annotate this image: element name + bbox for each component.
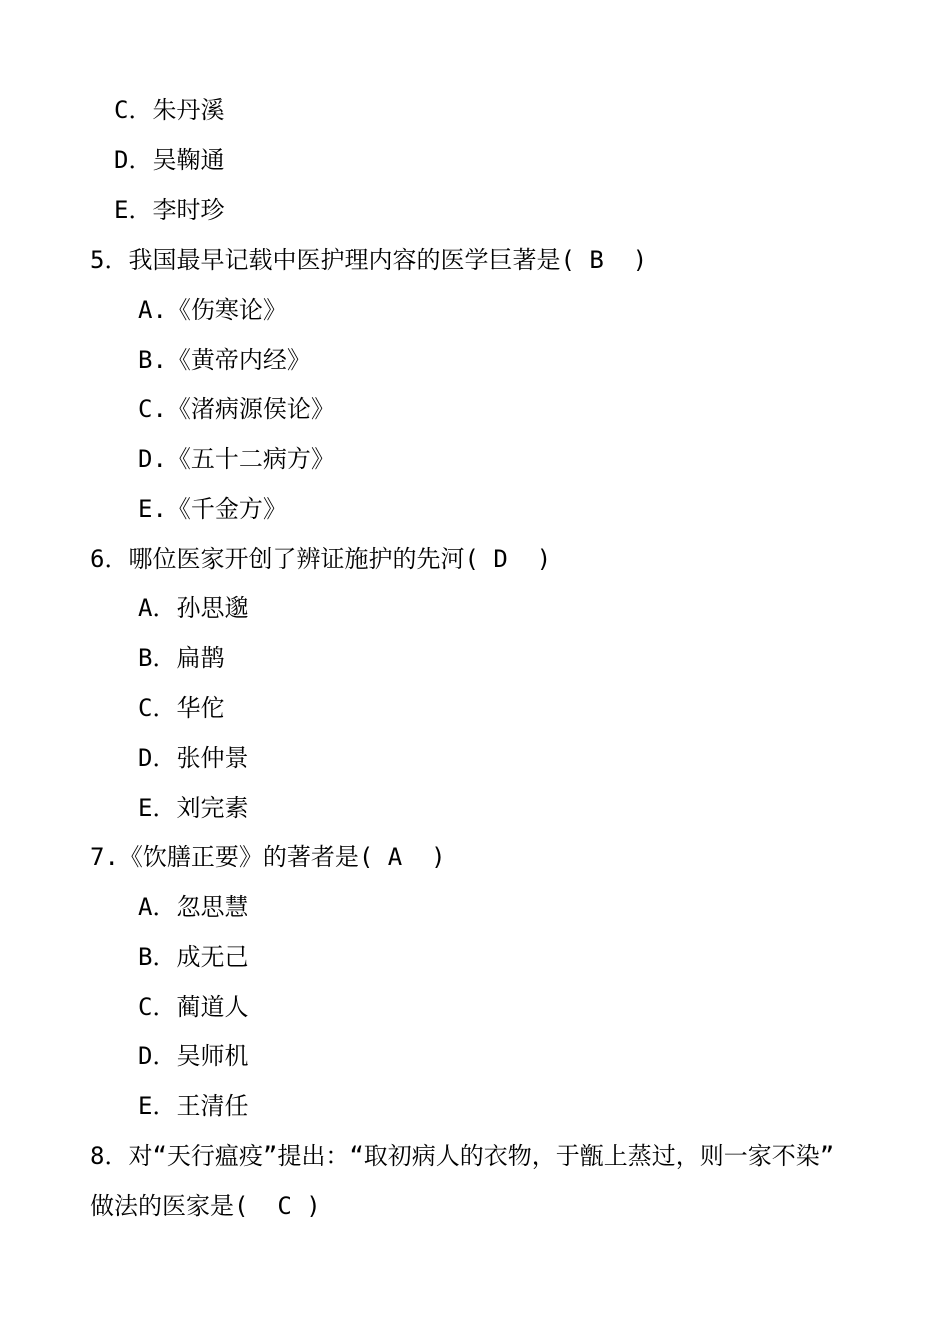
q7-option-e: E．王清任 [138,1092,249,1120]
q5-option-d: D.《五十二病方》 [138,445,335,473]
q7-option-d: D．吴师机 [138,1042,249,1070]
q7-stem: 7.《饮膳正要》的著者是( A ) [90,843,446,871]
q7-option-c: C．蔺道人 [138,993,249,1021]
q5-stem: 5．我国最早记载中医护理内容的医学巨著是( B ) [90,246,648,274]
q6-option-a: A．孙思邈 [138,594,249,622]
q6-stem: 6．哪位医家开创了辨证施护的先河( D ) [90,545,552,573]
q5-option-b: B.《黄帝内经》 [138,346,311,374]
q7-option-a: A．忽思慧 [138,893,249,921]
q6-option-e: E．刘完素 [138,794,249,822]
q4-option-d: D．吴鞠通 [114,146,225,174]
q8-stem-line2: 做法的医家是( C ) [90,1192,321,1220]
q5-option-e: E.《千金方》 [138,495,287,523]
q8-stem-line1: 8．对“天行瘟疫”提出：“取初病人的衣物，于甑上蒸过，则一家不染” [90,1142,835,1170]
q7-option-b: B．成无己 [138,943,249,971]
q5-option-a: A.《伤寒论》 [138,296,287,324]
q6-option-b: B．扁鹊 [138,644,225,672]
q6-option-d: D．张仲景 [138,744,249,772]
q4-option-e: E．李时珍 [114,196,225,224]
q5-option-c: C.《渚病源侯论》 [138,395,335,423]
q4-option-c: C．朱丹溪 [114,96,225,124]
q6-option-c: C．华佗 [138,694,225,722]
